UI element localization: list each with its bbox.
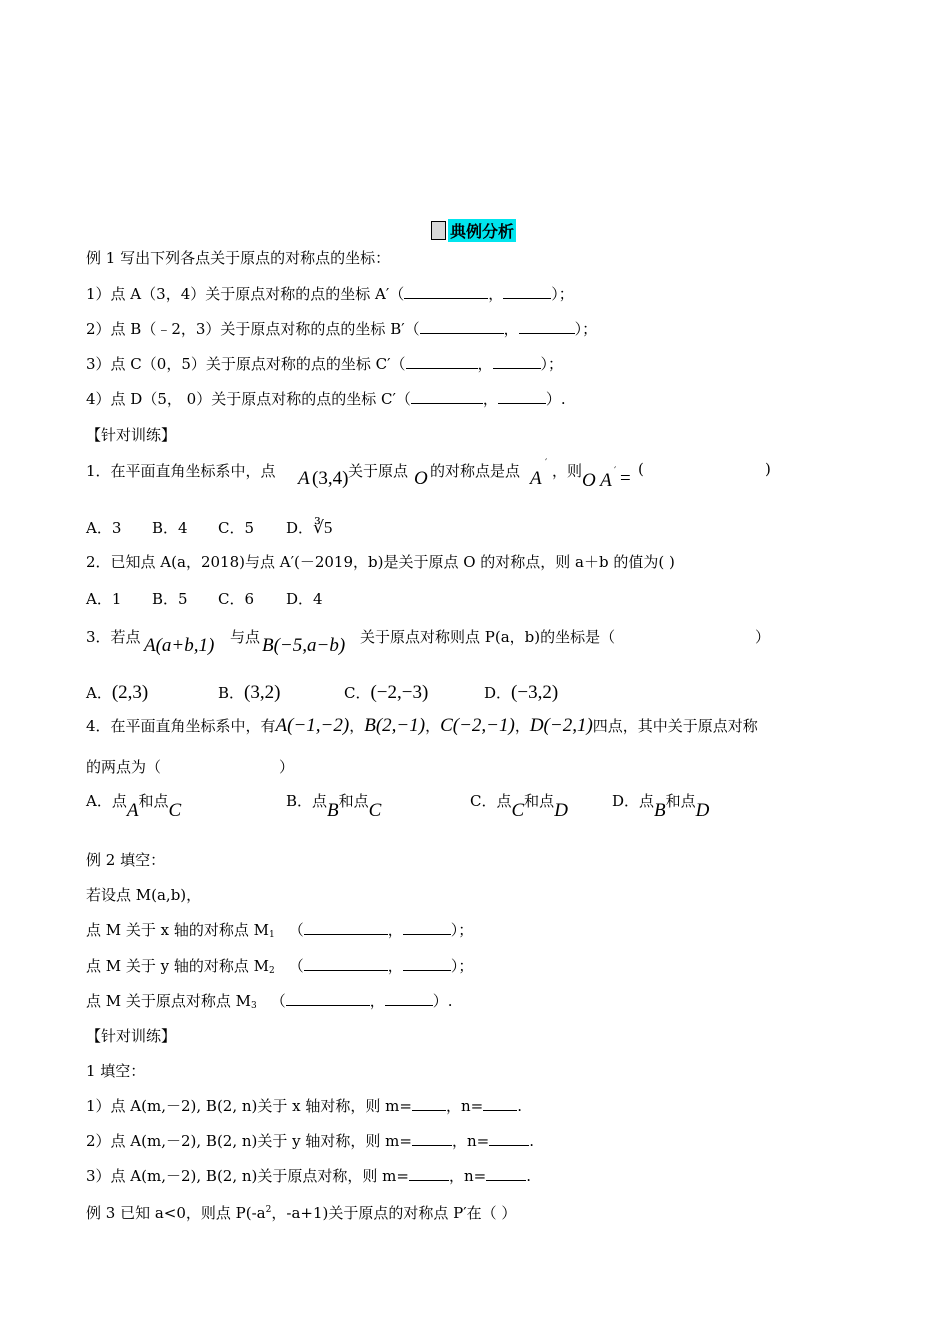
q1-option-c[interactable]: C．5 bbox=[218, 519, 255, 537]
ex3-question: 例 3 已知 a<0，则点 $P(-a^2$，-a+1)关于原点的对称点 P′在（ ） bbox=[86, 1204, 517, 1222]
q3-option-d[interactable]: D．(−3,2) bbox=[484, 682, 559, 703]
q4-option-a[interactable]: A．点A和点C bbox=[86, 792, 182, 821]
ex2-item-3: 点 M 关于原点对称点 $M_3$ （ ， ）. bbox=[86, 992, 453, 1011]
q3-option-c[interactable]: C．(−2,−3) bbox=[344, 682, 429, 703]
question-4-line-1: 4．在平面直角坐标系中，有A(−1,−2)，B(2,−1)，C(−2,−1)，D(−2,1)四点，其中关于原点对称 bbox=[86, 715, 758, 736]
ex2-intro: 若设点 M(a,b)， bbox=[86, 886, 202, 904]
point-B-expr: B(−5,a−b) bbox=[262, 635, 346, 656]
point-C-coord: C(−2,−1) bbox=[440, 715, 515, 736]
q1-option-a[interactable]: A．3 bbox=[86, 519, 122, 537]
ex2-item-2: 点 M 关于 y 轴的对称点 $M_2$ （ ， ）； bbox=[86, 957, 474, 976]
q4-option-c[interactable]: C．点C和点D bbox=[470, 792, 568, 821]
q3-option-b[interactable]: B．(3,2) bbox=[218, 682, 281, 703]
question-2: 2．已知点 A(a，2018)与点 A′(－2019，b)是关于原点 O 的对称点，则 a＋b 的值为( ) bbox=[86, 553, 675, 571]
point-B-coord: B(2,−1) bbox=[364, 715, 426, 736]
point-A-prime: A bbox=[530, 468, 542, 489]
question-4-line-2: 的两点为（ ） bbox=[86, 758, 295, 776]
training2-item-1: 1）点 A(m,－2), B(2, n)关于 x 轴对称，则 m= ，n= . bbox=[86, 1097, 522, 1115]
section-title bbox=[431, 220, 516, 241]
segment-OA: O A bbox=[582, 470, 612, 491]
training1-heading: 【针对训练】 bbox=[86, 426, 177, 444]
q2-option-c[interactable]: C．6 bbox=[218, 590, 255, 608]
point-A-coord: A(−1,−2) bbox=[275, 715, 350, 736]
q1-option-b[interactable]: B．4 bbox=[152, 519, 188, 537]
ex2-item-1: 点 M 关于 x 轴的对称点 $M_1$ （ ， ）； bbox=[86, 921, 474, 940]
ex1-item-3: 3）点 C（0，5）关于原点对称的点的坐标 C′（ ， ）； bbox=[86, 355, 564, 373]
training2-intro: 1 填空： bbox=[86, 1062, 146, 1080]
title-box-decoration bbox=[431, 221, 446, 240]
training2-heading: 【针对训练】 bbox=[86, 1027, 177, 1045]
ex2-heading: 例 2 填空： bbox=[86, 851, 166, 869]
training2-item-3: 3）点 A(m,－2), B(2, n)关于原点对称，则 m= ，n= . bbox=[86, 1167, 531, 1185]
section-title-text: 典例分析 bbox=[448, 219, 516, 242]
document-page: 典例分析 例 1 写出下列各点关于原点的对称点的坐标： 1）点 A（3，4）关于原点对称的点的坐标 A′（ ， ）； 2）点 B（﹣2，3）关于原点对称的点的坐标 B′（ ， ）； 3）点 C（0，5）关于原点对称的点的坐标 C′（ ， ）； 4）点 D（5， 0）关于原点对称的点的坐标 C′（ ， ）. 【针对训练】 1．在平面直角坐标系中，点 A (3,4) 关于原点 O 的对称点是点 A ′ ，则 O A ′ = ( ) A．3 B．4 C．5 D．∛5 2．已知点 A(a，2018)与点 A′(－2019，b)是关于原点 O 的对称点，则 a＋b 的值为( ) A．1 B．5 C．6 D．4 3．若点 A(a+b,1) 与点 B(−5,a−b) 关于原点对称则点 P(a，b)的坐标是（ ） A．(2,3) B．(3,2) C．(−2,−3) D．(−3,2) 4．在平面直角坐标系中，有A(−1,−2)，B(2,−1)，C(−2,−1)，D(−2,1)四点，其中关于原点对称 的两点为（ ） A．点A和点C B．点B和点C C．点C和点D D．点B和点D 例 2 填空： 若设点 M(a,b)， 点 M 关于 x 轴的对称点 $M_1$ （ ， ）； 点 M 关于 y 轴的对称点 $M_2$ （ ， ）； 点 M 关于原点对称点 $M_3$ （ ， ）. 【针对训练】 1 填空： 1）点 A(m,－2), B(2, n)关于 x 轴对称，则 m= ，n= . 2）点 A(m,－2), B(2, n)关于 y 轴对称，则 m= ，n= . 3）点 A(m,－2), B(2, n)关于原点对称，则 m= ，n= . 例 3 已知 a<0，则点 $P(-a^2$，-a+1)关于原点的对称点 P′在（ ） bbox=[0, 0, 950, 1344]
q2-option-a[interactable]: A．1 bbox=[86, 590, 122, 608]
q3-option-a[interactable]: A．(2,3) bbox=[86, 682, 149, 703]
ex1-heading: 例 1 写出下列各点关于原点的对称点的坐标： bbox=[86, 249, 391, 267]
ex1-item-2: 2）点 B（﹣2，3）关于原点对称的点的坐标 B′（ ， ）； bbox=[86, 320, 598, 338]
q2-option-d[interactable]: D．4 bbox=[286, 590, 323, 608]
ex1-item-1: 1）点 A（3，4）关于原点对称的点的坐标 A′（ ， ）； bbox=[86, 285, 574, 303]
point-O: O bbox=[414, 468, 428, 489]
point-D-coord: D(−2,1) bbox=[529, 715, 593, 736]
point-A: A bbox=[298, 468, 310, 489]
q1-option-d[interactable]: D．∛5 bbox=[286, 518, 333, 537]
q2-option-b[interactable]: B．5 bbox=[152, 590, 188, 608]
training2-item-2: 2）点 A(m,－2), B(2, n)关于 y 轴对称，则 m= ，n= . bbox=[86, 1132, 534, 1150]
point-A-expr: A(a+b,1) bbox=[144, 635, 215, 656]
q4-option-d[interactable]: D．点B和点D bbox=[612, 792, 710, 821]
q4-option-b[interactable]: B．点B和点C bbox=[286, 792, 382, 821]
ex1-item-4: 4）点 D（5， 0）关于原点对称的点的坐标 C′（ ， ）. bbox=[86, 390, 566, 408]
